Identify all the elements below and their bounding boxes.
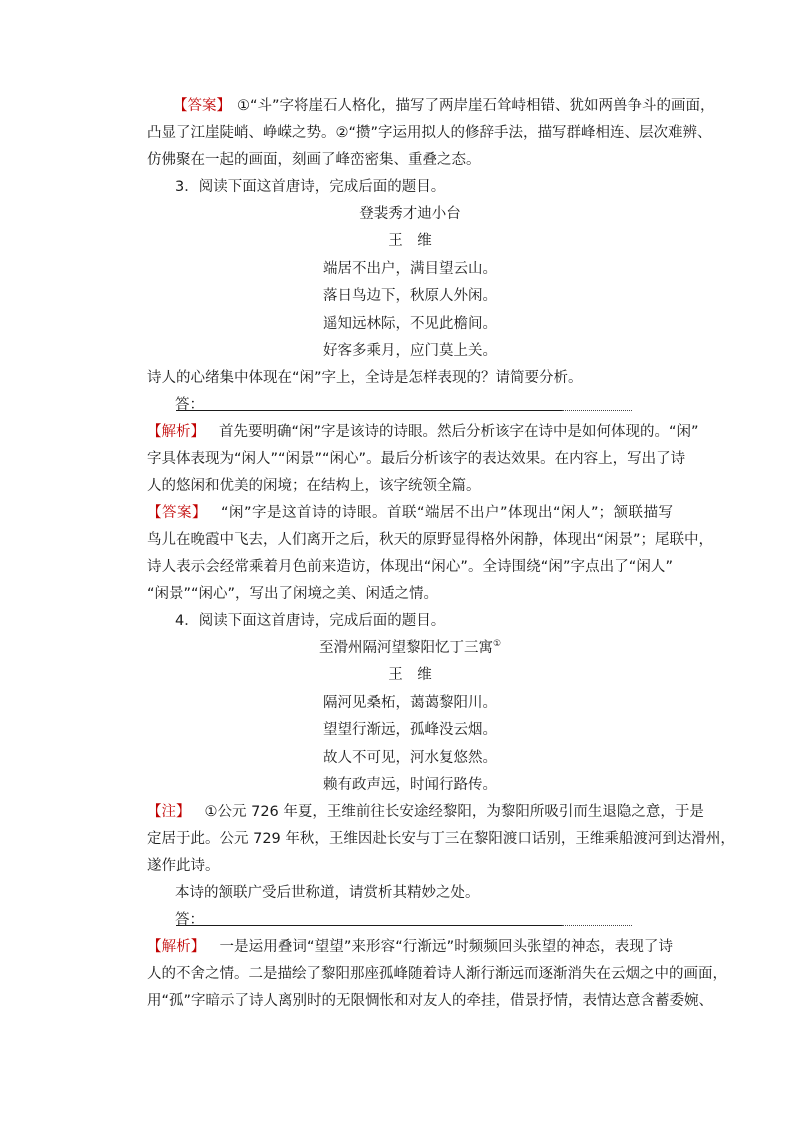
q3-analysis-line-1: 【解析】 首先要明确“闲”字是该诗的诗眼。然后分析该字在诗中是如何体现的。“闲”: [147, 424, 699, 440]
q2-answer-line-2: 凸显了江崖陡峭、峥嵘之势。②“攒”字运用拟人的修辞手法，描写群峰相连、层次难辨、: [147, 125, 712, 141]
q4-question: 本诗的颔联广受后世称道，请赏析其精妙之处。: [175, 885, 480, 901]
q2-answer-line-3: 仿佛聚在一起的画面，刻画了峰峦密集、重叠之态。: [147, 152, 481, 168]
note-tag: 【注】: [147, 804, 191, 820]
q4-verse-2: 望望行渐远，孤峰没云烟。: [323, 722, 497, 738]
answer-tag: 【答案】: [147, 505, 207, 521]
q4-verse-3: 故人不可见，河水复悠然。: [323, 750, 497, 766]
analysis-tag: 【解析】: [147, 424, 205, 440]
q4-analysis-line-2: 人的不舍之情。二是描绘了黎阳那座孤峰随着诗人渐行渐远而逐渐消失在云烟之中的画面，: [147, 966, 727, 982]
q3-analysis-line-2: 字具体表现为“闲人”“闲景”“闲心”。最后分析该字的表达效果。在内容上，写出了诗: [147, 451, 686, 467]
q4-poem-author: 王 维: [388, 667, 432, 683]
q2-answer-line-1: 【答案】 ①“斗”字将崖石人格化，描写了两岸崖石耸峙相错、犹如两兽争斗的画面，: [173, 98, 715, 114]
q3-verse-3: 遥知远林际，不见此檐间。: [323, 316, 497, 332]
q4-prompt: 4．阅读下面这首唐诗，完成后面的题目。: [175, 613, 446, 629]
q3-verse-4: 好客多乘月，应门莫上关。: [323, 343, 497, 359]
q4-note-line-3: 遂作此诗。: [147, 858, 220, 874]
analysis-tag: 【解析】: [147, 939, 206, 955]
q3-answer-dots: [562, 410, 632, 411]
q4-verse-1: 隔河见桑柘，蔼蔼黎阳川。: [323, 695, 497, 711]
answer-tag: 【答案】: [173, 98, 231, 114]
q4-answer-field[interactable]: [176, 925, 562, 926]
q3-answer-line-3: 诗人表示会经常乘着月色前来造访，体现出“闲心”。全诗围绕“闲”字点出了“闲人”: [147, 559, 673, 575]
q3-verse-1: 端居不出户，满目望云山。: [323, 261, 497, 277]
q4-note-line-2: 定居于此。公元 729 年秋，王维因赴长安与丁三在黎阳渡口话别，王维乘船渡河到达滑州，: [147, 831, 735, 847]
q3-analysis-line-3: 人的悠闲和优美的闲境；在结构上，该字统领全篇。: [147, 478, 481, 494]
q4-analysis-line-3: 用“孤”字暗示了诗人离别时的无限惆怅和对友人的牵挂，借景抒情，表情达意含蓄委婉、: [147, 993, 714, 1009]
q3-answer-field[interactable]: [176, 410, 562, 411]
q4-answer-dots: [562, 925, 632, 926]
q3-answer-line-4: “闲景”“闲心”，写出了闲境之美、闲适之情。: [147, 586, 439, 602]
q3-prompt: 3．阅读下面这首唐诗，完成后面的题目。: [175, 179, 446, 195]
q3-answer-line-2: 鸟儿在晚霞中飞去，人们离开之后，秋天的原野显得格外闲静，体现出“闲景”；尾联中，: [147, 532, 714, 548]
q4-analysis-line-1: 【解析】 一是运用叠词“望望”来形容“行渐远”时频频回头张望的神态，表现了诗: [147, 939, 674, 955]
q3-answer-line-1: 【答案】 “闲”字是这首诗的诗眼。首联“端居不出户”体现出“闲人”；颔联描写: [147, 505, 674, 521]
q4-answer-label: 答：: [175, 912, 204, 928]
q4-poem-title: 至滑州隔河望黎阳忆丁三寓①: [318, 639, 502, 656]
q3-poem-title: 登裴秀才迪小台: [359, 206, 461, 222]
footnote-mark: ①: [492, 639, 502, 649]
q4-verse-4: 赖有政声远，时闻行路传。: [323, 777, 497, 793]
q4-note-line-1: 【注】 ①公元 726 年夏，王维前往长安途经黎阳，为黎阳所吸引而生退隐之意，于是: [147, 804, 704, 820]
q3-verse-2: 落日鸟边下，秋原人外闲。: [323, 288, 497, 304]
q3-question: 诗人的心绪集中体现在“闲”字上，全诗是怎样表现的？请简要分析。: [147, 370, 583, 386]
q3-poem-author: 王 维: [388, 233, 432, 249]
q3-answer-label: 答：: [175, 397, 204, 413]
